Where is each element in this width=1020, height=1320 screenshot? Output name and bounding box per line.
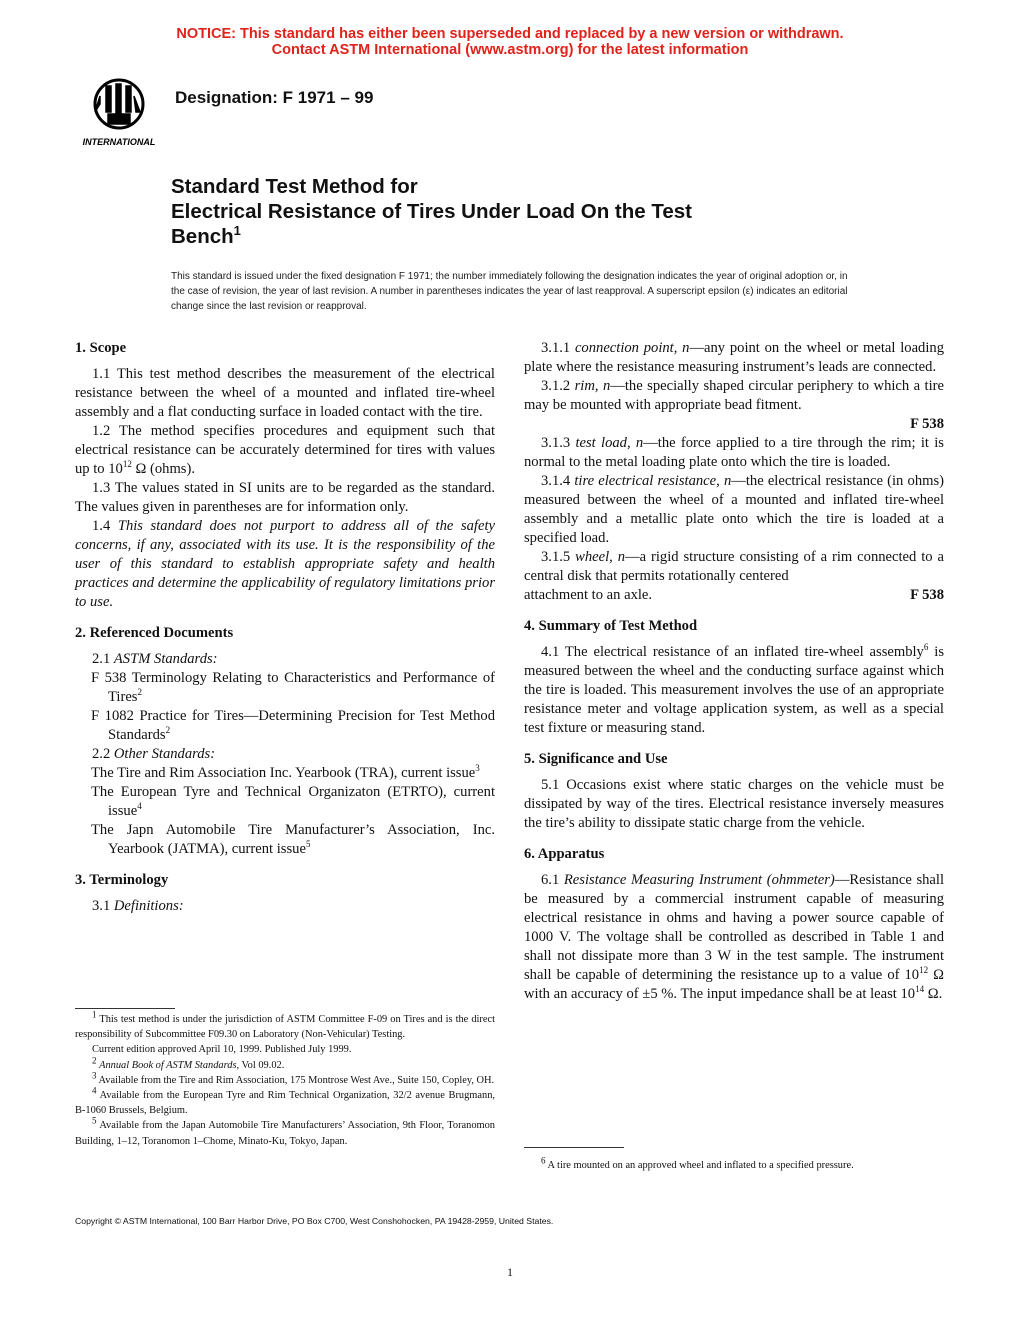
section-6-heading: 6. Apparatus [524, 846, 605, 862]
astm-logo [78, 76, 160, 148]
para-6-1: 6.1 Resistance Measuring Instrument (ohmmeter)—Resistance shall be measured by a commercial instrument capable of measuring electrical resistance in ohms and having a power source capable of 1000 V. The voltage shall be controlled as described in Table 1 and shall not dissipate more than 3 W in the test sample. The instrument shall be capable of determining the resistance up to a value of $10^{12}$ Ω with an accuracy of ±5 %. The input impedance shall be at least $10^{14}$ Ω. [524, 872, 945, 1002]
footnote-4: $^4$ Available from the European Tyre and Rim Technical Organization, 32/2 avenue Brugmann, B-1060 Brussels, Belgium. [75, 1085, 495, 1117]
title-line-2: Electrical Resistance of Tires Under Load On the Test [171, 200, 693, 223]
title-footnote-ref: 1 [233, 223, 241, 239]
section-3-heading: 3. Terminology [75, 872, 169, 888]
withdrawn-notice [0, 26, 1020, 58]
designation: Designation: F 1971 – 99 [175, 88, 374, 107]
title-line-1: Standard Test Method for [171, 175, 418, 198]
para-2-2: 2.2 Other Standards: [92, 746, 216, 762]
notice-line-1: NOTICE: This standard has either been superseded and replaced by a new version or withdrawn. [176, 26, 844, 42]
copyright: Copyright © ASTM International, 100 Barr Harbor Drive, PO Box C700, West Conshohocken, PA 19428-2959, United States. [75, 1216, 554, 1226]
para-2-1: 2.1 ASTM Standards: [92, 651, 218, 667]
logo-text: INTERNATIONAL [82, 137, 156, 147]
footnote-rule [75, 1008, 175, 1009]
footnote-1-approval: Current edition approved April 10, 1999. Published July 1999. [92, 1044, 352, 1056]
def-connection-point: 3.1.1 connection point, n—any point on the wheel or metal loading plate where the resistance measuring instrument’s leads are connected. [524, 340, 944, 375]
def-wheel-last-line: attachment to an axle. F 538 [524, 587, 944, 603]
para-4-1: 4.1 The electrical resistance of an inflated tire-wheel assembly$^6$ is measured between the wheel and the conducting surface against which the tire is loaded. This measurement involves the use of an appropriate resistance meter and voltage application system, as well as a special test fixture or measuring stand. [524, 642, 944, 736]
section-1-heading: 1. Scope [75, 340, 127, 356]
right-column [524, 339, 944, 1004]
para-1-2: 1.2 The method specifies procedures and equipment such that electrical resistance can be accurately determined for tires with values up to $10^{12}$ Ω (ohms). [75, 423, 495, 477]
para-5-1: 5.1 Occasions exist where static charges on the vehicle must be dissipated by way of the tires. Electrical resistance inversely measures the tire’s ability to dissipate static charge from the vehicle. [524, 777, 944, 831]
footnote-rule-right [524, 1147, 624, 1148]
footnote-5: $^5$ Available from the Japan Automobile Tire Manufacturers’ Association, 9th Floor, Toranomon Building, 1–12, Toranomon 1–Chome, Minato-Ku, Tokyo, Japan. [75, 1115, 495, 1147]
def-test-load: 3.1.3 test load, n—the force applied to a tire through the rim; it is normal to the metal loading plate onto which the tire is loaded. [524, 435, 944, 470]
issuance-note: This standard is issued under the fixed designation F 1971; the number immediately following the designation indicates the year of original adoption or, in the case of revision, the year of last revision. A number in parentheses indicates the year of last reapproval. A superscript epsilon (ε) indicates an editorial change since the last revision or reapproval. [171, 271, 848, 312]
document-title [171, 174, 871, 249]
ref-tra: The Tire and Rim Association Inc. Yearbook (TRA), current issue$^3$ [91, 763, 480, 781]
section-4-heading: 4. Summary of Test Method [524, 618, 698, 634]
para-1-4: 1.4 This standard does not purport to address all of the safety concerns, if any, associated with its use. It is the responsibility of the user of this standard to establish appropriate safety and health practices and determine the applicability of regulatory limitations prior to use. [75, 518, 495, 610]
notice-line-2: Contact ASTM International (www.astm.org) for the latest information [271, 42, 749, 58]
ref-etrto: The European Tyre and Technical Organizaton (ETRTO), current issue$^4$ [91, 784, 495, 819]
footnote-6: $^6$ A tire mounted on an approved wheel and inflated to a specified pressure. [541, 1155, 854, 1171]
def-wheel-ref: F 538 [910, 587, 944, 603]
footnote-3: $^3$ Available from the Tire and Rim Association, 175 Montrose West Ave., Suite 150, Copley, OH. [92, 1070, 495, 1086]
footnote-1: $^1$ This test method is under the jurisdiction of ASTM Committee F-09 on Tires and is the direct responsibility of Subcommittee F09.30 on Laboratory (Non-Vehicular) Testing. [75, 1009, 495, 1041]
def-rim-ref: F 538 [910, 416, 944, 432]
left-column [75, 339, 495, 916]
ref-f1082: F 1082 Practice for Tires—Determining Precision for Test Method Standards$^2$ [91, 708, 495, 743]
para-3-1: 3.1 Definitions: [92, 898, 184, 914]
footnote-2: $^2$ Annual Book of ASTM Standards, Vol 09.02. [92, 1055, 285, 1071]
ref-jatma: The Japn Automobile Tire Manufacturer’s Association, Inc. Yearbook (JATMA), current issue$^5$ [91, 822, 495, 857]
left-footnotes [75, 1008, 495, 1149]
def-tire-electrical-resistance: 3.1.4 tire electrical resistance, n—the electrical resistance (in ohms) measured between the wheel of a mounted and inflated tire-wheel assembly and a metallic plate onto which the tire is loaded at a specified load. [524, 473, 945, 546]
section-5-heading: 5. Significance and Use [524, 751, 668, 767]
title-line-3-text: Bench [171, 225, 234, 248]
def-wheel: 3.1.5 wheel, n—a rigid structure consisting of a rim connected to a central disk that permits rotationally centered [524, 549, 944, 584]
section-2-heading: 2. Referenced Documents [75, 625, 234, 641]
para-1-1: 1.1 This test method describes the measurement of the electrical resistance between the wheel of a mounted and inflated tire-wheel assembly and a flat conducting surface in loaded contact with the tire. [75, 366, 495, 420]
para-1-3: 1.3 The values stated in SI units are to be regarded as the standard. The values given in parentheses are for information only. [75, 480, 495, 515]
astm-logo-mark [78, 76, 160, 148]
def-rim: 3.1.2 rim, n—the specially shaped circular periphery to which a tire may be mounted with appropriate bead fitment. [524, 378, 944, 413]
title-line-3 [171, 224, 871, 249]
page-number: 1 [507, 1265, 513, 1279]
right-footnotes [524, 1147, 944, 1173]
ref-f538: F 538 Terminology Relating to Characteristics and Performance of Tires$^2$ [91, 670, 495, 705]
